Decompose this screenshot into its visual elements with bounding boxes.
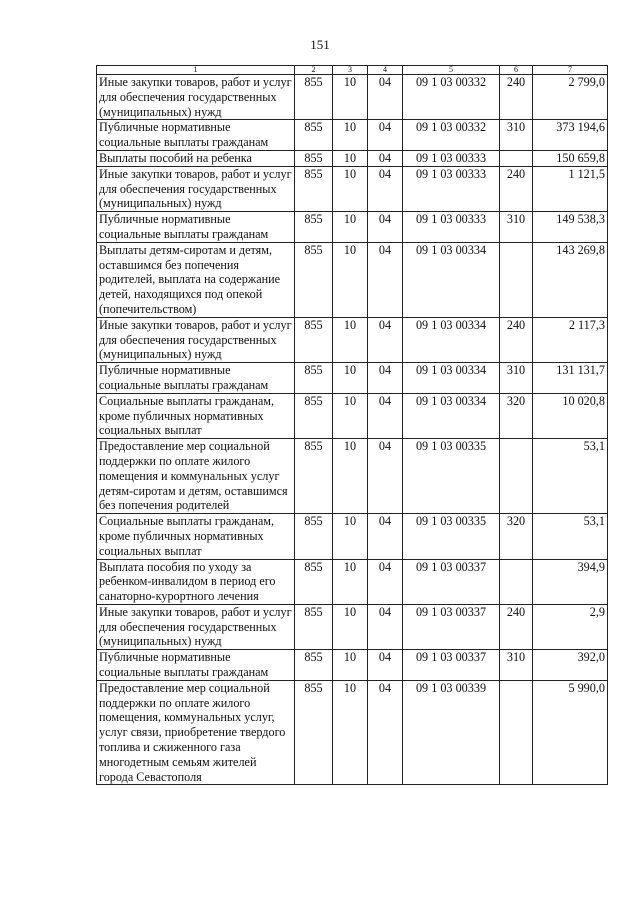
column-number: 7 — [533, 66, 608, 75]
section-code: 10 — [333, 514, 368, 559]
subsection-code: 04 — [368, 680, 403, 785]
budget-table — [96, 65, 608, 785]
row-name: Предоставление мер социальной поддержки по оплате жилого помещения, коммунальных услуг, услуг связи, приобретение твердого топлива и сжиженного газа многодетным семьям жителей города Севастополя — [97, 680, 295, 785]
row-name: Иные закупки товаров, работ и услуг для обеспечения государственных (муниципальных) нужд — [97, 75, 295, 120]
table-row — [97, 242, 608, 317]
table-row — [97, 680, 608, 785]
subsection-code: 04 — [368, 212, 403, 243]
ministry-code: 855 — [295, 317, 333, 362]
target-article-code: 09 1 03 00333 — [403, 150, 500, 166]
target-article-code: 09 1 03 00332 — [403, 75, 500, 120]
target-article-code: 09 1 03 00337 — [403, 604, 500, 649]
row-name: Социальные выплаты гражданам, кроме публичных нормативных социальных выплат — [97, 393, 295, 438]
section-code: 10 — [333, 75, 368, 120]
table-row — [97, 166, 608, 211]
amount: 150 659,8 — [533, 150, 608, 166]
section-code: 10 — [333, 120, 368, 151]
subsection-code: 04 — [368, 439, 403, 514]
expense-type-code: 310 — [500, 363, 533, 394]
table-row — [97, 439, 608, 514]
expense-type-code: 310 — [500, 650, 533, 681]
expense-type-code — [500, 680, 533, 785]
row-name: Публичные нормативные социальные выплаты гражданам — [97, 363, 295, 394]
subsection-code: 04 — [368, 120, 403, 151]
section-code: 10 — [333, 166, 368, 211]
section-code: 10 — [333, 212, 368, 243]
expense-type-code — [500, 439, 533, 514]
target-article-code: 09 1 03 00333 — [403, 212, 500, 243]
section-code: 10 — [333, 559, 368, 604]
ministry-code: 855 — [295, 242, 333, 317]
ministry-code: 855 — [295, 75, 333, 120]
amount: 392,0 — [533, 650, 608, 681]
ministry-code: 855 — [295, 166, 333, 211]
amount: 2 799,0 — [533, 75, 608, 120]
section-code: 10 — [333, 439, 368, 514]
section-code: 10 — [333, 150, 368, 166]
amount: 373 194,6 — [533, 120, 608, 151]
subsection-code: 04 — [368, 75, 403, 120]
ministry-code: 855 — [295, 439, 333, 514]
ministry-code: 855 — [295, 150, 333, 166]
section-code: 10 — [333, 393, 368, 438]
subsection-code: 04 — [368, 317, 403, 362]
amount: 2 117,3 — [533, 317, 608, 362]
expense-type-code: 320 — [500, 393, 533, 438]
ministry-code: 855 — [295, 393, 333, 438]
row-name: Публичные нормативные социальные выплаты гражданам — [97, 212, 295, 243]
ministry-code: 855 — [295, 212, 333, 243]
target-article-code: 09 1 03 00339 — [403, 680, 500, 785]
table-row — [97, 363, 608, 394]
ministry-code: 855 — [295, 363, 333, 394]
expense-type-code — [500, 559, 533, 604]
table-row — [97, 212, 608, 243]
column-number: 1 — [97, 66, 295, 75]
amount: 5 990,0 — [533, 680, 608, 785]
expense-type-code — [500, 242, 533, 317]
expense-type-code: 310 — [500, 120, 533, 151]
expense-type-code — [500, 150, 533, 166]
ministry-code: 855 — [295, 680, 333, 785]
subsection-code: 04 — [368, 604, 403, 649]
row-name: Иные закупки товаров, работ и услуг для обеспечения государственных (муниципальных) нужд — [97, 317, 295, 362]
amount: 10 020,8 — [533, 393, 608, 438]
section-code: 10 — [333, 650, 368, 681]
column-number: 4 — [368, 66, 403, 75]
amount: 1 121,5 — [533, 166, 608, 211]
table-row — [97, 75, 608, 120]
amount: 143 269,8 — [533, 242, 608, 317]
page-number: 151 — [310, 37, 330, 52]
amount: 131 131,7 — [533, 363, 608, 394]
expense-type-code: 240 — [500, 317, 533, 362]
target-article-code: 09 1 03 00335 — [403, 514, 500, 559]
ministry-code: 855 — [295, 604, 333, 649]
ministry-code: 855 — [295, 120, 333, 151]
column-number: 6 — [500, 66, 533, 75]
section-code: 10 — [333, 604, 368, 649]
amount: 2,9 — [533, 604, 608, 649]
amount: 53,1 — [533, 514, 608, 559]
row-name: Иные закупки товаров, работ и услуг для обеспечения государственных (муниципальных) нужд — [97, 604, 295, 649]
row-name: Социальные выплаты гражданам, кроме публичных нормативных социальных выплат — [97, 514, 295, 559]
amount: 53,1 — [533, 439, 608, 514]
expense-type-code: 240 — [500, 604, 533, 649]
target-article-code: 09 1 03 00334 — [403, 317, 500, 362]
expense-type-code: 240 — [500, 166, 533, 211]
table-row — [97, 559, 608, 604]
column-number: 3 — [333, 66, 368, 75]
subsection-code: 04 — [368, 166, 403, 211]
subsection-code: 04 — [368, 242, 403, 317]
target-article-code: 09 1 03 00332 — [403, 120, 500, 151]
column-number: 2 — [295, 66, 333, 75]
section-code: 10 — [333, 363, 368, 394]
table-row — [97, 150, 608, 166]
expense-type-code: 240 — [500, 75, 533, 120]
table-row — [97, 604, 608, 649]
subsection-code: 04 — [368, 650, 403, 681]
ministry-code: 855 — [295, 559, 333, 604]
target-article-code: 09 1 03 00334 — [403, 363, 500, 394]
table-row — [97, 650, 608, 681]
section-code: 10 — [333, 317, 368, 362]
row-name: Выплаты пособий на ребенка — [97, 150, 295, 166]
row-name: Выплата пособия по уходу за ребенком-инвалидом в период его санаторно-курортного лечения — [97, 559, 295, 604]
target-article-code: 09 1 03 00334 — [403, 242, 500, 317]
section-code: 10 — [333, 680, 368, 785]
subsection-code: 04 — [368, 393, 403, 438]
subsection-code: 04 — [368, 514, 403, 559]
row-name: Публичные нормативные социальные выплаты гражданам — [97, 120, 295, 151]
column-number: 5 — [403, 66, 500, 75]
amount: 394,9 — [533, 559, 608, 604]
section-code: 10 — [333, 242, 368, 317]
table-row — [97, 514, 608, 559]
row-name: Выплаты детям-сиротам и детям, оставшимся без попечения родителей, выплата на содержание детей, находящихся под опекой (попечительством) — [97, 242, 295, 317]
table-row — [97, 393, 608, 438]
target-article-code: 09 1 03 00335 — [403, 439, 500, 514]
ministry-code: 855 — [295, 514, 333, 559]
subsection-code: 04 — [368, 363, 403, 394]
target-article-code: 09 1 03 00334 — [403, 393, 500, 438]
row-name: Предоставление мер социальной поддержки по оплате жилого помещения и коммунальных услуг детям-сиротам и детям, оставшимся без попечения родителей — [97, 439, 295, 514]
amount: 149 538,3 — [533, 212, 608, 243]
target-article-code: 09 1 03 00333 — [403, 166, 500, 211]
table-row — [97, 120, 608, 151]
subsection-code: 04 — [368, 559, 403, 604]
expense-type-code: 320 — [500, 514, 533, 559]
target-article-code: 09 1 03 00337 — [403, 559, 500, 604]
target-article-code: 09 1 03 00337 — [403, 650, 500, 681]
column-numbers-row — [97, 66, 608, 75]
expense-type-code: 310 — [500, 212, 533, 243]
row-name: Публичные нормативные социальные выплаты гражданам — [97, 650, 295, 681]
row-name: Иные закупки товаров, работ и услуг для обеспечения государственных (муниципальных) нужд — [97, 166, 295, 211]
ministry-code: 855 — [295, 650, 333, 681]
table-row — [97, 317, 608, 362]
subsection-code: 04 — [368, 150, 403, 166]
